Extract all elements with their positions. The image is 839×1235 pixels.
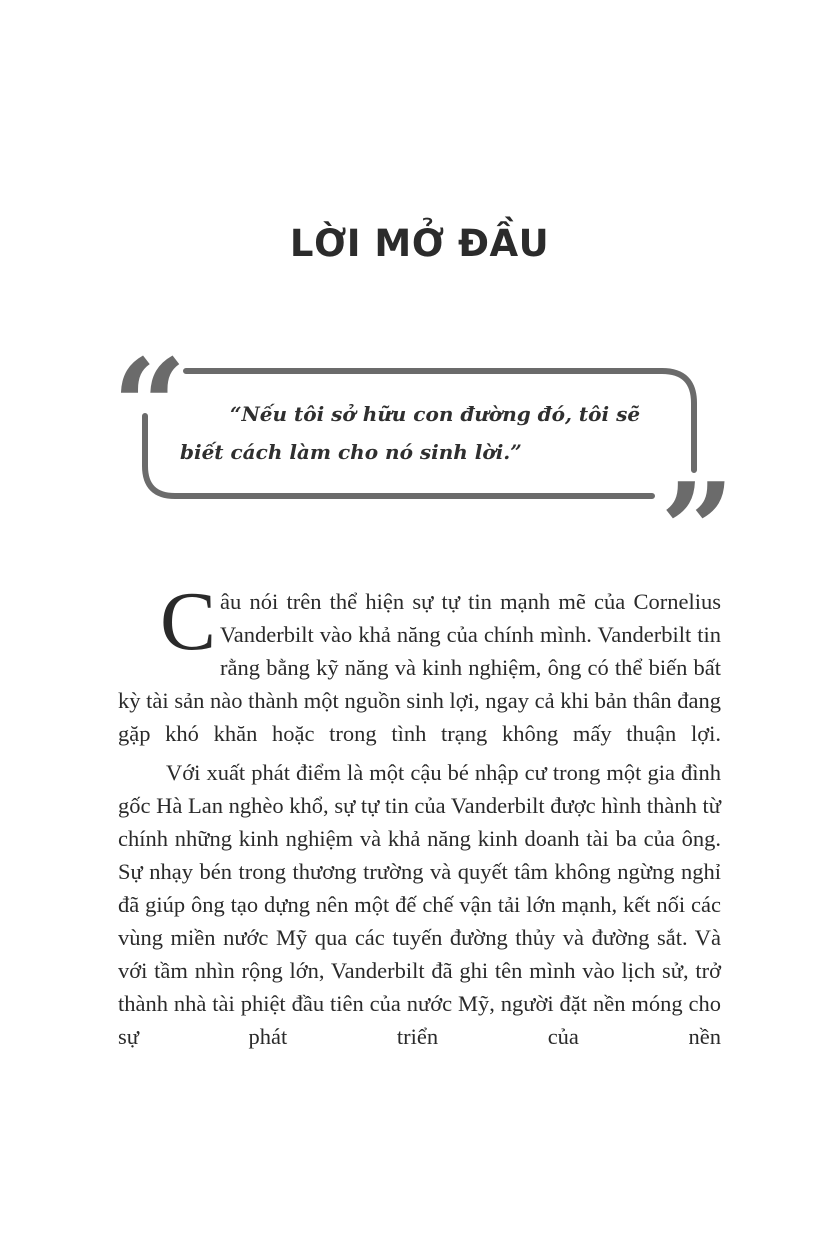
drop-cap: C (160, 575, 217, 668)
page-title: LỜI MỞ ĐẦU (289, 222, 550, 265)
quote-frame (0, 0, 839, 560)
open-quote-icon: “ (112, 330, 187, 483)
close-quote-icon: ” (660, 454, 735, 560)
paragraph-1-text: âu nói trên thể hiện sự tự tin mạnh mẽ của Cornelius Vanderbilt vào khả năng của chính mình. Vanderbilt tin rằng bằng kỹ năng và kinh nghiệm, ông có thể biến bất kỳ tài sản nào thành một nguồn sinh lợi, ngay cả khi bản thân đang gặp khó khăn hoặc trong tình trạng không mấy thuận lợi. (118, 589, 721, 746)
body-text (118, 575, 721, 1053)
paragraph-1 (118, 575, 721, 750)
paragraph-2: Với xuất phát điểm là một cậu bé nhập cư trong một gia đình gốc Hà Lan nghèo khổ, sự tự tin của Vanderbilt được hình thành từ chính những kinh nghiệm và khả năng kinh doanh tài ba của ông. Sự nhạy bén trong thương trường và quyết tâm không ngừng nghỉ đã giúp ông tạo dựng nên một đế chế vận tải lớn mạnh, kết nối các vùng miền nước Mỹ qua các tuyến đường thủy và đường sắt. Và với tầm nhìn rộng lớn, Vanderbilt đã ghi tên mình vào lịch sử, trở thành nhà tài phiệt đầu tiên của nước Mỹ, người đặt nền móng cho sự phát triển của nền (118, 760, 721, 1049)
quote-text-content: “Nếu tôi sở hữu con đường đó, tôi sẽ biết cách làm cho nó sinh lời.” (180, 402, 641, 464)
quote-text (180, 395, 660, 471)
